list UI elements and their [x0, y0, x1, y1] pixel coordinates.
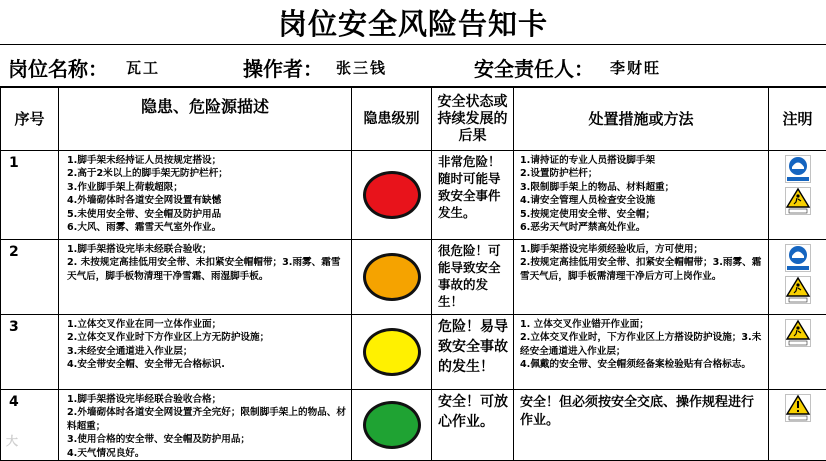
- hazard-item: 2. 未按规定高挂低用安全带、未扣紧安全帽帽带；3.雨雾、霜雪天气后，脚手板物清理干净雪霜、雨湿脚手板。: [67, 256, 347, 283]
- hazard-description: [59, 390, 352, 461]
- hazard-item: 1.脚手架搭设完毕未经联合验收；: [67, 243, 347, 256]
- countermeasures: [514, 151, 769, 240]
- note-signs: [769, 240, 826, 315]
- note-signs: [769, 390, 826, 461]
- risk-level: [352, 240, 432, 315]
- header-num: 序号: [1, 88, 59, 151]
- measure-item: 2.立体交叉作业时，下方作业区上方搭设防护设施；3.未经安全通道进入作业层；: [520, 331, 764, 358]
- hazard-item: 2.立体交叉作业时下方作业区上方无防护设施；: [67, 331, 347, 344]
- measure-item: 安全！但必须按安全交底、操作规程进行作业。: [520, 394, 764, 430]
- must-wear-helmet-sign: [785, 155, 811, 183]
- hazard-item: 5.未使用安全带、安全帽及防护用品: [67, 208, 347, 221]
- table-row: [1, 240, 826, 315]
- risk-table: [0, 87, 826, 461]
- table-row: [1, 151, 826, 240]
- measure-item: 1.脚手架搭设完毕须经验收后，方可使用；: [520, 243, 764, 256]
- hazard-item: 1.脚手架未经持证人员按规定搭设；: [67, 154, 347, 167]
- safety-state: 危险！易导致安全事故的发生！: [432, 315, 514, 390]
- hazard-item: 6.大风、雨雾、霜雪天气室外作业。: [67, 221, 347, 234]
- hazard-item: 3.使用合格的安全带、安全帽及防护用品；: [67, 433, 347, 446]
- caution-fall-sign: [785, 319, 811, 347]
- operator-label: 操作者：: [243, 53, 323, 82]
- measure-item: 2.设置防护栏杆；: [520, 167, 764, 180]
- responsible-label: 安全责任人：: [474, 53, 594, 82]
- risk-level: [352, 315, 432, 390]
- measure-item: 4.请安全管理人员检查安全设施: [520, 194, 764, 207]
- countermeasures: [514, 315, 769, 390]
- risk-level: [352, 390, 432, 461]
- position-value: 瓦工: [126, 57, 160, 78]
- safety-state: 非常危险！随时可能导致安全事件发生。: [432, 151, 514, 240]
- hazard-item: 1.立体交叉作业在同一立体作业面；: [67, 318, 347, 331]
- warning-sign: [785, 394, 811, 422]
- measure-item: 5.按规定使用安全带、安全帽；: [520, 208, 764, 221]
- hazard-item: 1.脚手架搭设完毕经联合验收合格；: [67, 393, 347, 406]
- hazard-item: 4.外墙砌体时各道安全网设置有缺憾: [67, 194, 347, 207]
- header-state: 安全状态或持续发展的后果: [432, 88, 514, 151]
- header-desc: 隐患、危险源描述: [59, 88, 352, 151]
- header-note: 注明: [769, 88, 826, 151]
- watermark: 大: [6, 432, 18, 449]
- hazard-item: 4.天气情况良好。: [67, 447, 347, 460]
- risk-level-light: [363, 253, 421, 301]
- responsible-value: 李财旺: [610, 57, 661, 78]
- info-row: [0, 45, 826, 87]
- measure-item: 3.限制脚手架上的物品、材料超重；: [520, 181, 764, 194]
- measure-item: 1.请持证的专业人员搭设脚手架: [520, 154, 764, 167]
- hazard-item: 4.安全带安全帽、安全带无合格标识.: [67, 358, 347, 371]
- card-title: 岗位安全风险告知卡: [0, 0, 826, 45]
- hazard-description: [59, 240, 352, 315]
- operator-value: 张三钱: [336, 57, 387, 78]
- risk-level: [352, 151, 432, 240]
- note-signs: [769, 151, 826, 240]
- row-number: 2: [1, 240, 59, 315]
- risk-level-light: [363, 401, 421, 449]
- position-label: 岗位名称：: [8, 53, 108, 82]
- risk-level-light: [363, 328, 421, 376]
- row-number: 4: [1, 390, 59, 461]
- table-row: [1, 315, 826, 390]
- header-measure: 处置措施或方法: [514, 88, 769, 151]
- hazard-description: [59, 315, 352, 390]
- caution-fall-sign: [785, 187, 811, 215]
- row-number: 3: [1, 315, 59, 390]
- must-wear-helmet-sign: [785, 244, 811, 272]
- hazard-item: 3.未经安全通道进入作业层；: [67, 345, 347, 358]
- hazard-item: 3.作业脚手架上荷载超限；: [67, 181, 347, 194]
- hazard-item: 2.外墙砌体时各道安全网设置齐全完好；限制脚手架上的物品、材料超重；: [67, 406, 347, 433]
- countermeasures: [514, 240, 769, 315]
- header-level: 隐患级别: [352, 88, 432, 151]
- measure-item: 2.按规定高挂低用安全带、扣紧安全帽帽带；3.雨雾、霜雪天气后，脚手板需清理干净后方可上岗作业。: [520, 256, 764, 283]
- row-number: 1: [1, 151, 59, 240]
- measure-item: 1. 立体交叉作业错开作业面；: [520, 318, 764, 331]
- table-row: [1, 390, 826, 461]
- hazard-item: 2.高于2米以上的脚手架无防护栏杆；: [67, 167, 347, 180]
- caution-fall-sign: [785, 276, 811, 304]
- note-signs: [769, 315, 826, 390]
- risk-level-light: [363, 171, 421, 219]
- safety-state: 安全！可放心作业。: [432, 390, 514, 461]
- safety-state: 很危险！可能导致安全事故的发生！: [432, 240, 514, 315]
- countermeasures: [514, 390, 769, 461]
- hazard-description: [59, 151, 352, 240]
- measure-item: 4.佩戴的安全带、安全帽须经备案检验贴有合格标志。: [520, 358, 764, 371]
- measure-item: 6.恶劣天气时严禁高处作业。: [520, 221, 764, 234]
